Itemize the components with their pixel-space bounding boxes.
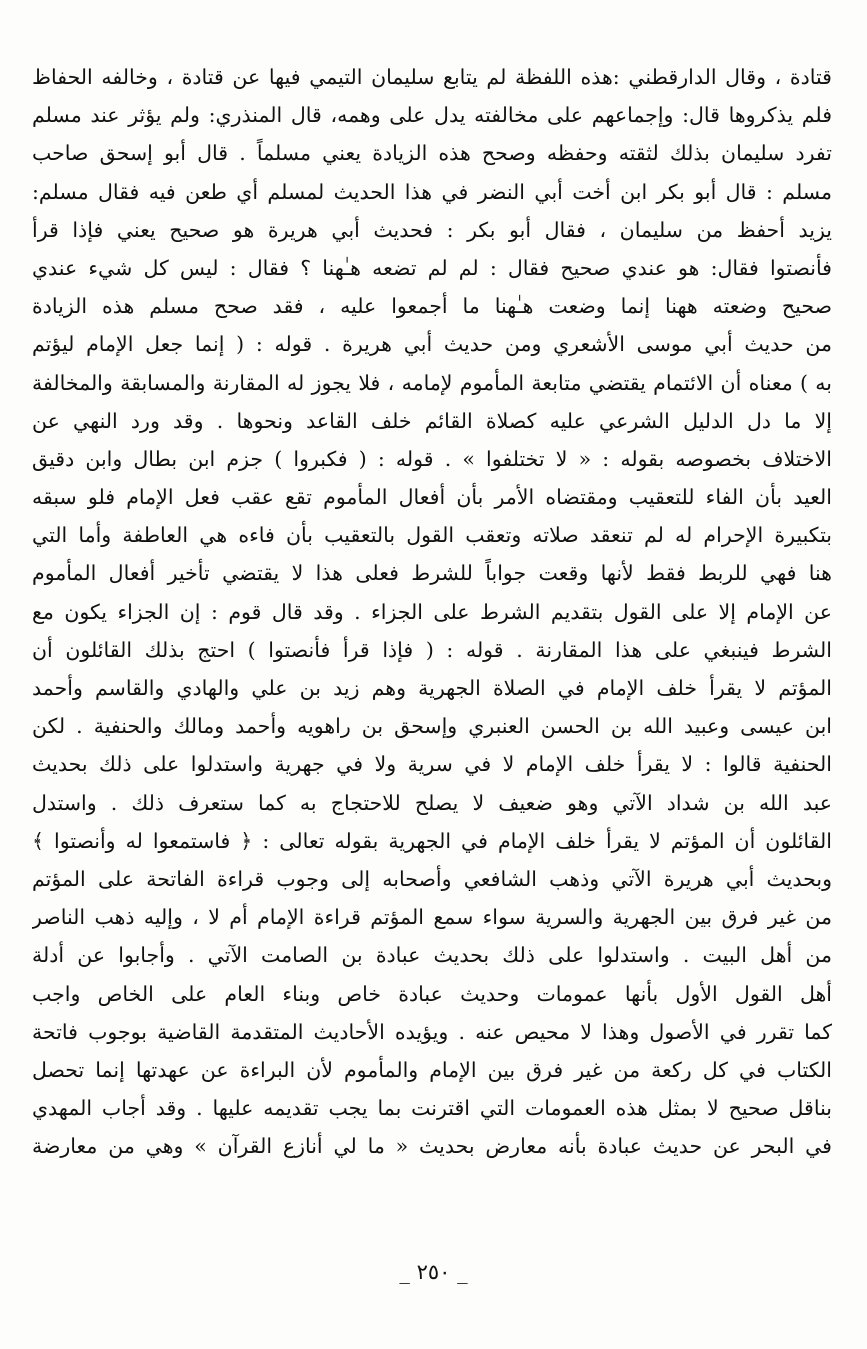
text-line-25: أهل القول الأول بأنها عمومات وحديث عبادة خاص وبناء العام على الخاص واجب: [32, 981, 832, 1006]
text-line-2: فلم يذكروها قال: وإجماعهم على مخالفته يدل على وهمه، قال المنذري: ولم يؤثر عند مسلم: [32, 103, 832, 128]
text-line-5: يزيد أحفظ من سليمان ، فقال أبو بكر : فحديث أبي هريرة هو صحيح يعني فإذا قرأ: [32, 217, 832, 242]
text-line-24: من أهل البيت . واستدلوا على ذلك بحديث عبادة بن الصامت الآتي . وأجابوا عن أدلة: [32, 943, 832, 968]
text-line-3: تفرد سليمان بذلك لثقته وحفظه وصحح هذه الزيادة يعني مسلماً . قال أبو إسحق صاحب: [32, 141, 832, 166]
text-line-23: من غير فرق بين الجهرية والسرية سواء سمع المؤتم قراءة الإمام أم لا ، وإليه ذهب الناصر: [32, 905, 832, 930]
text-line-21: القائلون أن المؤتم لا يقرأ خلف الإمام في الجهرية بقوله تعالى : ﴿ فاستمعوا له وأنصتوا ﴾: [32, 828, 832, 853]
arabic-text-body: [32, 58, 832, 1165]
text-line-13: بتكبيرة الإحرام له لم تنعقد صلاته وتعقب القول بالتعقيب بأن فاءه هي العاطفة وأما التي: [32, 523, 832, 548]
text-line-14: هنا فهي للربط فقط لأنها وقعت جواباً للشرط فعلى هذا لا يقتضي تأخير أفعال المأموم: [32, 561, 832, 586]
page-number: _ ٢٥٠ _: [399, 1260, 468, 1284]
text-line-15: عن الإمام إلا على القول بتقديم الشرط على الجزاء . وقد قال قوم : إن الجزاء يكون مع: [32, 599, 832, 624]
text-line-29: في البحر عن حديث عبادة بأنه معارض بحديث « ما لي أنازع القرآن » وهي من معارضة: [32, 1134, 832, 1159]
text-line-4: مسلم : قال أبو بكر ابن أخت أبي النضر في هذا الحديث لمسلم أي طعن فيه فقال مسلم:: [32, 179, 832, 204]
text-line-27: الكتاب في كل ركعة من غير فرق بين الإمام والمأموم لأن البراءة عن عهدتها إنما تحصل: [32, 1057, 832, 1082]
text-line-12: العيد بأن الفاء للتعقيب ومقتضاه الأمر بأن أفعال المأموم تقع عقب فعل الإمام فلو سبقه: [32, 485, 832, 510]
text-line-18: ابن عيسى وعبيد الله بن الحسن العنبري وإسحق بن راهويه وأحمد ومالك والحنفية . لكن: [32, 714, 832, 739]
text-line-7: صحيح وضعته ههنا إنما وضعت هـٰهنا ما أجمعوا عليه ، فقد صحح مسلم هذه الزيادة: [32, 294, 832, 319]
text-line-16: الشرط فينبغي على هذا المقارنة . قوله : ( فإذا قرأ فأنصتوا ) احتج بذلك القائلون أن: [32, 637, 832, 662]
text-line-9: به ) معناه أن الائتمام يقتضي متابعة المأموم لإمامه ، فلا يجوز له المقارنة والمسابقة والمخالفة: [32, 370, 832, 395]
text-line-11: الاختلاف بخصوصه بقوله : « لا تختلفوا » . قوله : ( فكبروا ) جزم ابن بطال وابن دقيق: [32, 446, 832, 471]
text-line-17: المؤتم لا يقرأ خلف الإمام في الصلاة الجهرية وهم زيد بن علي والهادي والقاسم وأحمد: [32, 676, 832, 700]
text-line-19: الحنفية قالوا : لا يقرأ خلف الإمام لا في سرية ولا في جهرية واستدلوا على ذلك بحديث: [32, 752, 832, 777]
text-line-22: وبحديث أبي هريرة الآتي وذهب الشافعي وأصحابه إلى وجوب قراءة الفاتحة على المؤتم: [32, 866, 832, 891]
text-line-20: عبد الله بن شداد الآتي وهو ضعيف لا يصلح للاحتجاج به كما ستعرف ذلك . واستدل: [32, 790, 832, 815]
text-line-26: كما تقرر في الأصول وهذا لا محيص عنه . ويؤيده الأحاديث المتقدمة القاضية بوجوب فاتحة: [32, 1019, 832, 1044]
text-line-10: إلا ما دل الدليل الشرعي عليه كصلاة القائم خلف القاعد ونحوها . وقد ورد النهي عن: [32, 408, 832, 433]
text-line-8: من حديث أبي موسى الأشعري ومن حديث أبي هريرة . قوله : ( إنما جعل الإمام ليؤتم: [32, 332, 832, 357]
text-line-1: قتادة ، وقال الدارقطني :هذه اللفظة لم يتابع سليمان التيمي فيها عن قتادة ، وخالفه الحفاظ: [32, 65, 832, 89]
text-line-28: بناقل صحيح لا بمثل هذه العمومات التي اقترنت بما يجب تقديمه عليها . وقد أجاب المهدي: [32, 1096, 832, 1121]
text-line-6: فأنصتوا فقال: هو عندي صحيح فقال : لم لم تضعه هـٰهنا ؟ فقال : ليس كل شيء عندي: [32, 255, 832, 280]
